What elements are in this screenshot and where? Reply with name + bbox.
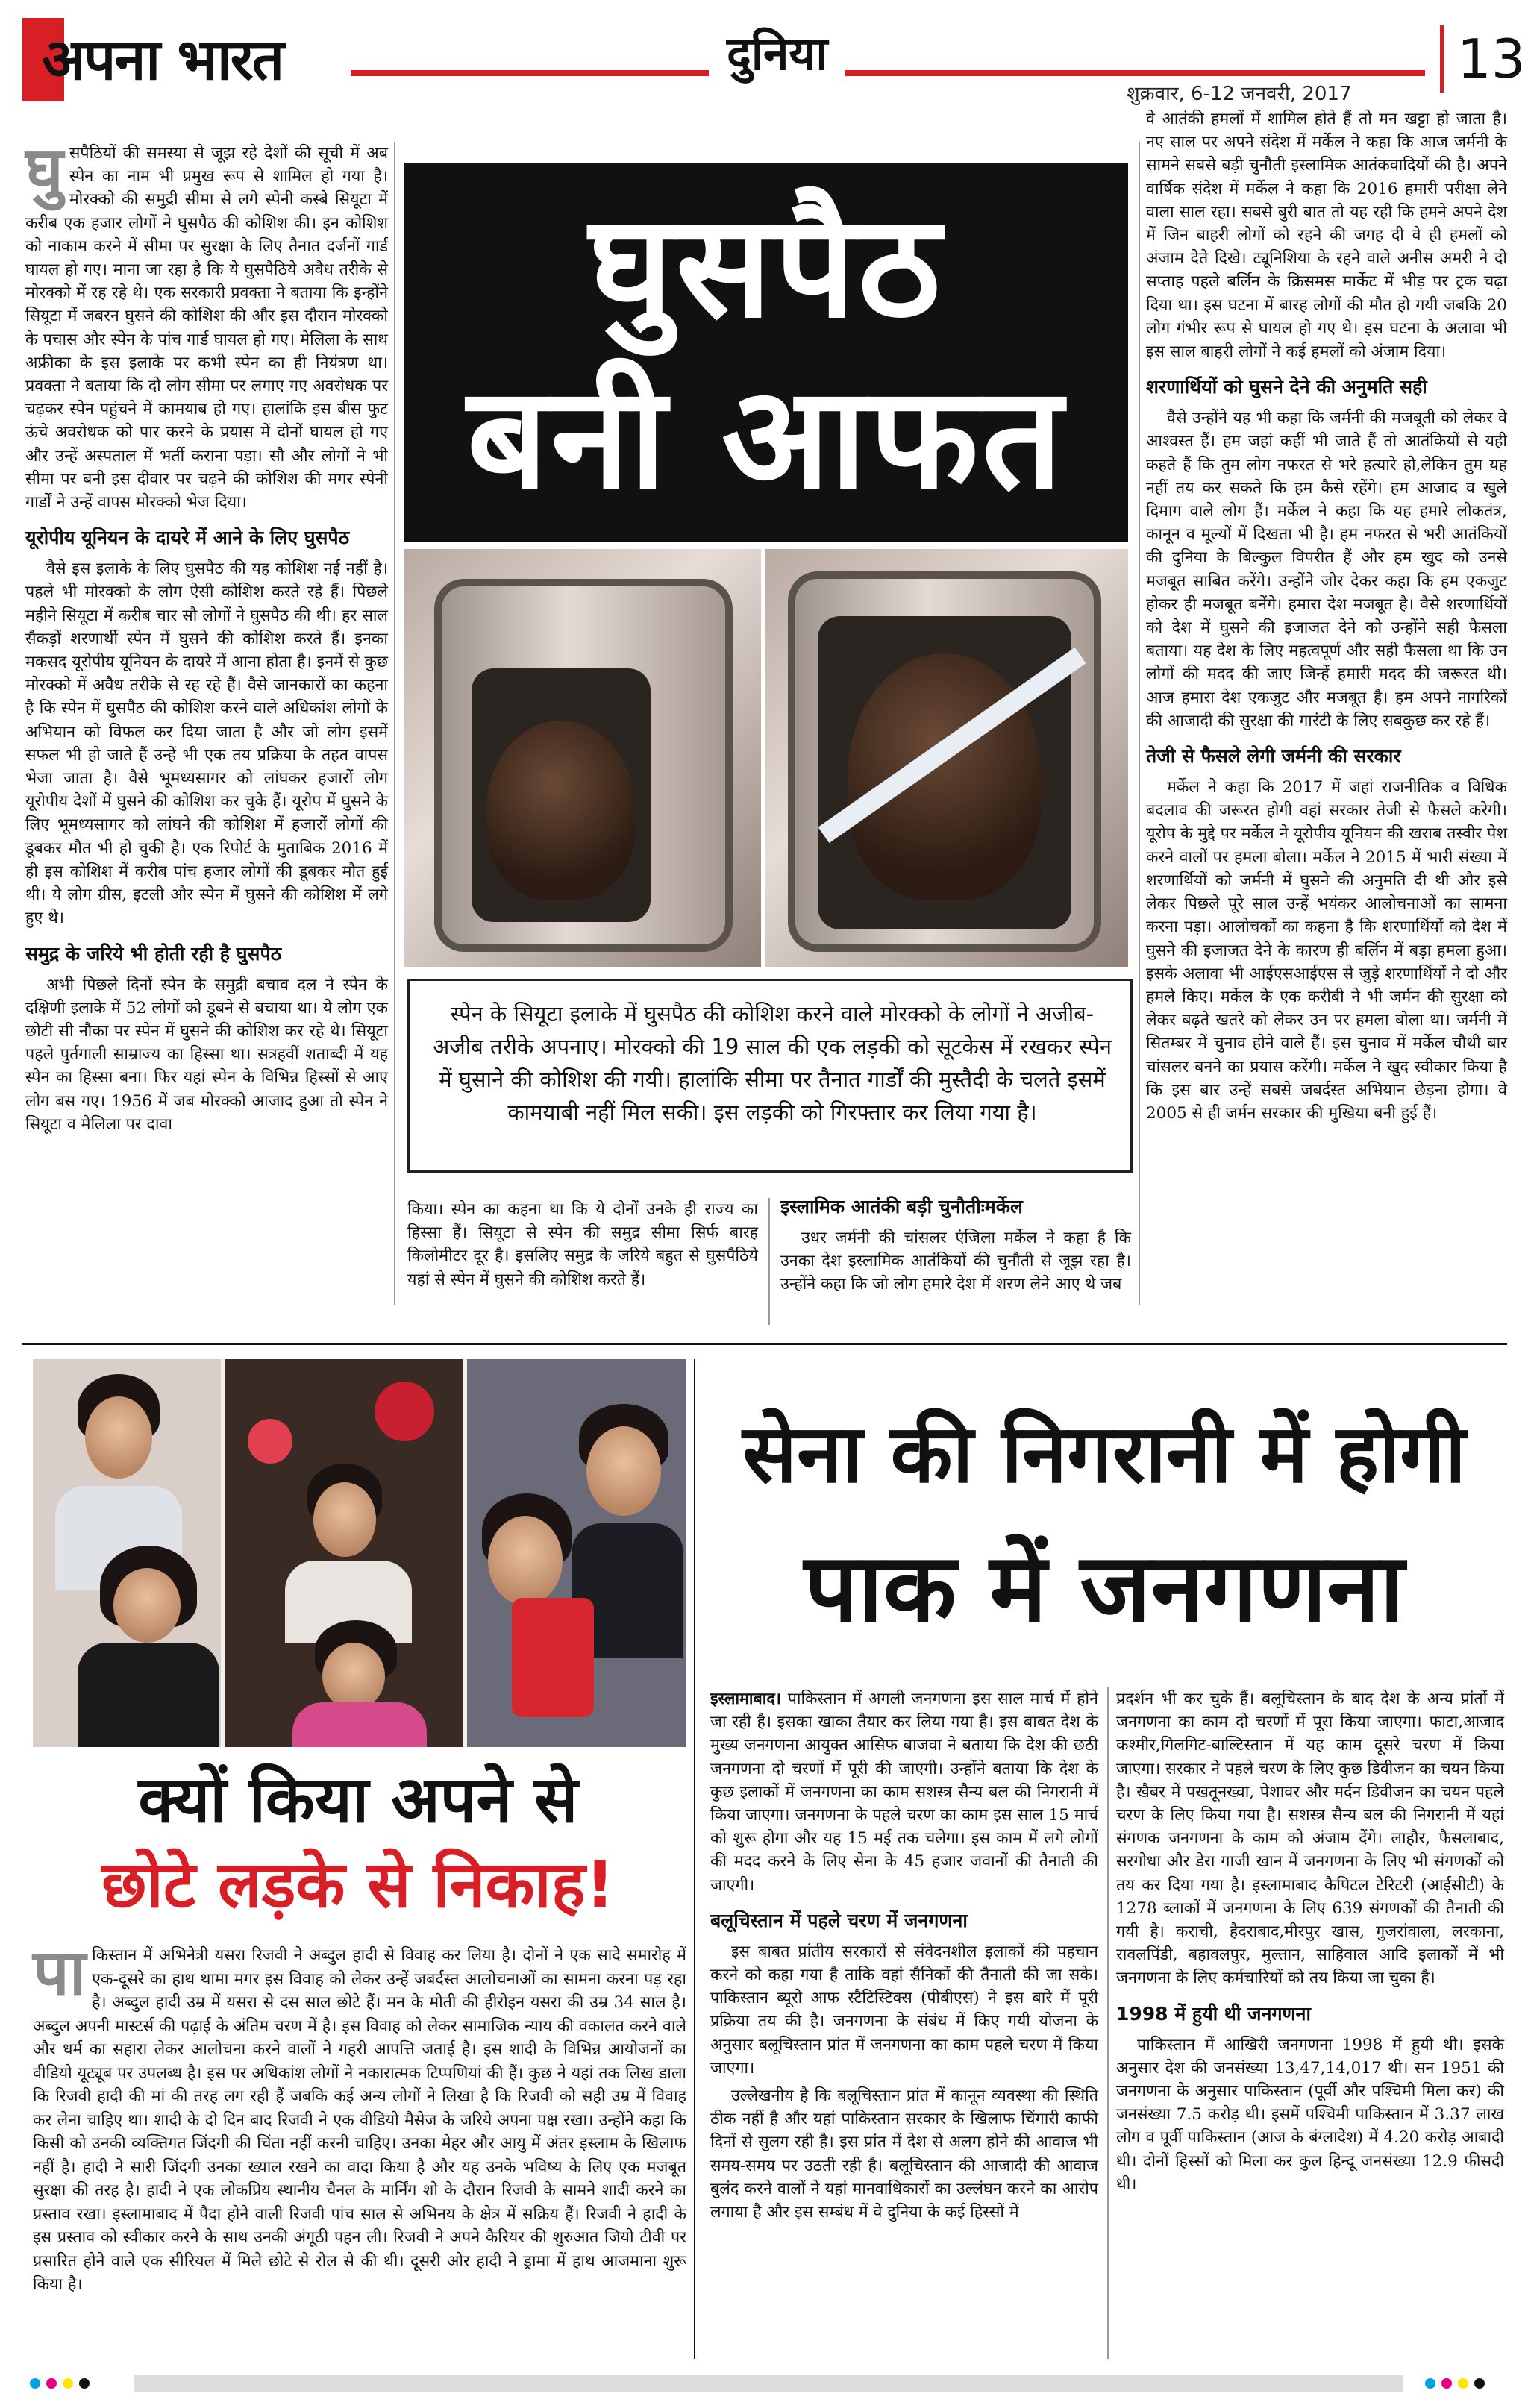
subheading: इस्लामिक आतंकी बड़ी चुनौतीःमर्केल — [780, 1196, 1023, 1217]
paragraph: उल्लेखनीय है कि बलूचिस्तान प्रांत में कानून व्यवस्था की स्थिति ठीक नहीं है और यहां पाकिस्तान सरकार के खिलाफ चिंगारी काफी दिनों से सुलग रही है। इस प्रांत में देश से अलग होने की आवाज भी समय-समय पर उठती रही है। बलूचिस्तान की आजादी की आवाज बुलंद करने वालों ने यहां मानवाधिकारों का उल्लंघन करने का आरोप लगाया है और इस सम्बंध में वे दुनिया के कई हिस्सों में — [710, 2086, 1098, 2222]
paragraph: अभी पिछले दिनों स्पेन के समुद्री बचाव दल ने स्पेन के दक्षिणी इलाके में 52 लोगों को डूबने से बचाया था। ये लोग एक छोटी सी नौका पर स्पेन में घुसने की कोशिश कर रहे थे। सियूटा पहले पुर्तगाली साम्राज्य का हिस्सा था। सत्रहवीं शताब्दी में यह स्पेन का हिस्सा बना। फिर यहां स्पेन के विभिन्न हिस्सों से आए लोग बस गए। 1956 में जब मोरक्को आजाद हुआ तो स्पेन ने सियूटा व मेलिला पर दावा — [25, 975, 388, 1134]
top-story-column-2 — [407, 1198, 758, 1325]
paragraph-text: पाकिस्तान में अगली जनगणना इस साल मार्च में होने जा रही है। इसका खाका तैयार कर लिया गया है। इस बाबत देश के मुख्य जनगणना आयुक्त आसिफ बाजवा ने बताया कि देश की छठी जनगणना दो चरणों में पूरी की जाएगी। उन्होंने बताया कि देश के कुछ इलाकों में जनगणना का काम सशस्त्र सैन्य बल की निगरानी में किया जाएगा। जनगणना के पहले चरण का काम इस साल 15 मार्च को शुरू होगा और यह 15 मई तक चलेगा। इस काम में लगे लोगों की मदद करने के लिए सेना के 45 हजार जवानों की तैनाती की जाएगी। — [710, 1690, 1098, 1895]
face — [488, 1516, 563, 1605]
paragraph: किया। स्पेन का कहना था कि ये दोनों उनके ही राज्य का हिस्सा हैं। सियूटा से स्पेन की समुद्र सीमा सिर्फ बारह किलोमीटर दूर है। इसलिए समुद्र के जरिये बहुत से घुसपैठिये यहां से स्पेन में घुसने की कोशिश करते हैं। — [407, 1200, 758, 1289]
face — [322, 1643, 385, 1710]
paragraph: वैसे इस इलाके के लिए घुसपैठ की यह कोशिश नई नहीं है। पहले भी मोरक्को के लोग ऐसी कोशिश करते रहे हैं। पिछले महीने सियूटा में करीब चार सौ लोगों ने घुसपैठ की थी। हर साल सैकड़ों शरणार्थी स्पेन में घुसने की कोशिश करते हैं। इनका मकसद यूरोपीय यूनियन के दायरे में आना होता है। इनमें से कुछ मोरक्को में अवैध तरीके से रह रहे हैं। वैसे जानकारों का कहना है कि स्पेन में घुसपैठ की कोशिश करने वाले अधिकांश लोगों के अभियान को विफल कर दिया जाता है और जो लोग इसमें सफल भी हो जाते हैं उन्हें भी एक तय प्रक्रिया के तहत वापस भेजा जाता है। वैसे भूमध्यसागर को लांघकर हजारों लोग यूरोपीय देशों में घुसने की कोशिश कर चुके हैं। यूरोप में घुसने के लिए भूमध्यसागर को लांघने की कोशिश में हजारों लोगों की डूबकर मौत भी हो चुकी है। एक रिपोर्ट के मुताबिक 2016 में ही इस कोशिश में करीब पांच हजार लोगों की डूबकर मौत हुई थी। ये लोग ग्रीस, इटली और स्पेन में घुसने की कोशिश में लगे हुए थे। — [25, 559, 388, 928]
top-story-column-3 — [780, 1194, 1131, 1328]
column-divider — [1139, 142, 1140, 1305]
registration-dot — [79, 2378, 90, 2389]
column-divider — [768, 1198, 770, 1325]
issue-date: शुक्रवार, 6-12 जनवरी, 2017 — [1127, 83, 1352, 105]
dress — [78, 1643, 219, 1747]
top-story-column-1 — [25, 134, 388, 1305]
subheading: समुद्र के जरिये भी होती रही है घुसपैठ — [25, 942, 282, 965]
section-title: दुनिया — [709, 24, 845, 84]
section-divider — [22, 1343, 1507, 1345]
subheading: 1998 में हुयी थी जनगणना — [1116, 2002, 1311, 2025]
dateline: इस्लामाबाद। — [710, 1690, 781, 1708]
couple-photo-2 — [225, 1359, 463, 1747]
masthead-rule — [351, 70, 1425, 76]
paragraph: वैसे उन्होंने यह भी कहा कि जर्मनी की मजबूती को लेकर वे आश्वस्त हैं। हम जहां कहीं भी जाते हैं तो आतंकियों से यही कहते हैं कि तुम लोग नफरत से भरे हत्यारे हो,लेकिन तुम यह नहीं तय कर सकते कि हम कैसे रहेंगे। हम आजाद व खुले दिमाग वाले लोग हैं। मर्केल ने कहा कि यह हमारे लोकतंत्र, कानून व मूल्यों में दिखता भी है। हम नफरत से भरी आतंकियों की दुनिया के बिल्कुल विपरीत हैं और हम खुद को उनसे मजबूत साबित करेंगे। उन्होंने जोर देकर कहा कि हम एकजुट होकर ही मजबूत बनेंगे। हमारा देश मजबूत है। वैसे शरणार्थियों को देश में घुसने की इजाजत देने को उन्होंने सही फैसला बताया। यह देश के लिए महत्वपूर्ण और सही फैसला था कि उन लोगों की मदद की जाए जिन्हें हमारी मदद की जरूरत थी। आज हमारा देश एकजुट और मजबूत है। हम अपने नागरिकों की आजादी की सुरक्षा की गारंटी के लिए सबकुछ कर रहे हैं। — [1146, 409, 1507, 730]
person-figure — [486, 721, 636, 900]
print-registration-strip — [0, 2372, 1528, 2395]
registration-dot — [1458, 2378, 1468, 2389]
dropcap: घु — [25, 134, 63, 208]
face — [85, 1396, 152, 1479]
photo-caption: स्पेन के सियूटा इलाके में घुसपैठ की कोशिश करने वाले मोरक्को के लोगों ने अजीब-अजीब तरीके अपनाए। मोरक्को की 19 साल की एक लड़की को सूटकेस में रखकर स्पेन में घुसाने की कोशिश की गयी। हालांकि सीमा पर तैनात गार्डों की मुस्तैदी के चलते इसमें कामयाबी नहीं मिल सकी। इस लड़की को गिरफ्तार कर लिया गया है। — [433, 1001, 1112, 1125]
registration-dot — [30, 2378, 40, 2389]
subheading: यूरोपीय यूनियन के दायरे में आने के लिए घुसपैठ — [25, 527, 350, 549]
suitcase-photo-1 — [404, 549, 761, 967]
page-number: 13 — [1440, 25, 1526, 93]
face — [586, 1426, 661, 1516]
dress — [292, 1702, 427, 1747]
lead-paragraph — [25, 134, 388, 514]
registration-dot — [1441, 2378, 1452, 2389]
face — [113, 1568, 181, 1643]
registration-dot — [46, 2378, 57, 2389]
subheading: शरणार्थियों को घुसने देने की अनुमति सही — [1146, 376, 1427, 398]
registration-dot — [63, 2378, 73, 2389]
registration-dot — [1474, 2378, 1485, 2389]
left-headline-line-1: क्यों किया अपने से — [138, 1763, 578, 1837]
left-headline-line-2: छोटे लड़के से निकाह! — [101, 1848, 615, 1922]
phone-icon — [512, 1598, 594, 1717]
top-headline-box — [404, 163, 1128, 542]
paragraph: इस बाबत प्रांतीय सरकारों से संवेदनशील इलाकों की पहचान करने को कहा गया है ताकि वहां सैनिकों की तैनाती की जा सके। पाकिस्तान ब्यूरो आफ स्टैटिस्टिक्स (पीबीएस) ने इस बारे में पूरी प्रक्रिया तय की है। जनगणना के संबंध में किए गयी योजना के अनुसार बलूचिस्तान प्रांत में जनगणना का काम पहले चरण में किया जाएगा। — [710, 1942, 1098, 2078]
couple-photo-collage — [33, 1359, 686, 1747]
brand-name: अपना भारत — [42, 26, 284, 93]
top-headline-line-2: बनी आफत — [466, 356, 1066, 521]
paragraph: मर्केल ने कहा कि 2017 में जहां राजनीतिक व विधिक बदलाव की जरूरत होगी वहां सरकार तेजी से फैसले करेगी। यूरोप के मुद्दे पर मर्केल ने यूरोपीय यूनियन की खराब तस्वीर पेश करने वालों पर हमला बोला। मर्केल ने 2015 में भारी संख्या में शरणार्थियों को जर्मनी में घुसने की अनुमति दी थी और इसे लेकर पिछले पूरे साल उन्हें भयंकर आलोचनाओं का सामना करना पड़ा। आलोचकों का कहना है कि शरणार्थियों को देश में घुसने की इजाजत देने के कारण ही बर्लिन में बड़ा हमला हुआ। इसके अलावा भी आईएसआईएस से जुड़े शरणार्थियों ने दो और हमले किए। मर्केल के एक करीबी ने भी जर्मन की सुरक्षा को लेकर बढ़ते खतरे को लेकर उन पर हमला बोला था। जर्मनी में सितम्बर में चुनाव होने वाले हैं। इस चुनाव में मर्केल चौथी बार चांसलर बनने का प्रयास करेंगी। मर्केल ने खुद स्वीकार किया है कि इस बार उन्हें सबसे जबर्दस्त अभियान छेड़ना होगा। वे 2005 से ही जर्मन सरकार की मुखिया बनी हुई हैं। — [1146, 778, 1507, 1123]
couple-photo-1 — [33, 1359, 221, 1747]
photo-caption-box — [407, 979, 1133, 1173]
paragraph-text: किस्तान में अभिनेत्री यसरा रिजवी ने अब्दुल हादी से विवाह कर लिया है। दोनों ने एक सादे समारोह में एक-दूसरे का हाथ थामा मगर इस विवाह को लेकर उन्हें जबर्दस्त आलोचनाओं का सामना करना पड़ रहा है। अब्दुल हादी उम्र में यसरा से दस साल छोटे हैं। मन के मोती की हीरोइन यसरा की उम्र 34 साल है। अब्दुल अपनी मास्टर्स की पढ़ाई के अंतिम चरण में है। इस विवाह को लेकर सामाजिक न्याय की वकालत करने वाले और धर्म का सहारा लेकर आलोचना करने वालों ने गहरी आपत्ति जताई है। इस शादी के विभिन्न आयोजनों का वीडियो यूट्यूब पर उपलब्ध है। इस पर अधिकांश लोगों ने नकारात्मक टिप्पणियां की हैं। कुछ ने यहां तक लिख डाला कि रिजवी हादी की मां की तरह लग रही हैं जबकि कई अन्य लोगों ने लिखा है कि रिजवी को सही उम्र में विवाह कर लेना चाहिए था। शादी के दो दिन बाद रिजवी ने एक वीडियो मैसेज के जरिये अपना पक्ष रखा। उन्होंने कहा कि किसी को उनकी व्यक्तिगत जिंदगी की चिंता नहीं करनी चाहिए। उनका मेहर और आयु में अंतर इस्लाम के खिलाफ नहीं है। हादी ने सारी जिंदगी उनका ख्याल रखने का वादा किया है और यह उनके भविष्य के लिए एक मजबूत सुरक्षा की तरह है। हादी ने एक लोकप्रिय स्थानीय चैनल के मार्निंग शो के दौरान रिजवी के सामने शादी करने का प्रस्ताव रखा। इस्लामाबाद में पैदा होने वाली रिजवी पांच साल से अभिनय के क्षेत्र में सक्रिय हैं। रिजवी ने हादी के इस प्रस्ताव को स्वीकार करने के साथ उनकी अंगूठी पहन ली। रिजवी ने अपने कैरियर की शुरुआत जियो टीवी पर प्रसारित होने वाले एक सीरियल में मिले छोटे से रोल से की थी। दूसरी ओर हादी ने ड्रामा में हाथ आजमाना शुरू किया है। — [33, 1946, 686, 2294]
balloon-icon — [375, 1382, 434, 1441]
couple-photo-3 — [467, 1359, 686, 1747]
right-headline-line-2: पाक में जनगणना — [804, 1533, 1405, 1644]
footer-bar — [134, 2375, 1403, 2392]
subheading: तेजी से फैसले लेगी जर्मनी की सरकार — [1146, 745, 1401, 768]
paragraph-text: सपैठियों की समस्या से जूझ रहे देशों की सूची में अब स्पेन का नाम भी प्रमुख रूप से शामिल हो गया है। मोरक्को की समुद्री सीमा से लगे स्पेनी कस्बे सियूटा में करीब एक हजार लोगों ने घुसपैठ की कोशिश की। इन कोशिश को नाकाम करने में सीमा पर सुरक्षा के लिए तैनात दर्जनों गार्ड घायल हो गए। माना जा रहा है कि ये घुसपैठिये अवैध तरीके से मोरक्को में रह रहे थे। एक सरकारी प्रवक्ता ने बताया कि इन्होंने सियूटा में जबरन घुसने की कोशिश की और इस दौरान मोरक्को के पचास और स्पेन के पांच गार्ड घायल हो गए। मेलिला के साथ अफ्रीका के इस इलाके पर कभी स्पेन का ही नियंत्रण था। प्रवक्ता ने बताया कि दो लोग सीमा पर लगाए गए अवरोधक पर चढ़कर स्पेन पहुंचने में कामयाब हो गए। हालांकि इस बीस फुट ऊंचे अवरोधक को पार करने के प्रयास में दोनों घायल हो गए और उन्हें अस्पताल में भर्ती कराना पड़ा। सौ और लोगों ने भी सीमा पर बनी इस दीवार पर चढ़ने की कोशिश की मगर स्पेनी गार्डों ने उन्हें वापस मोरक्को भेज दिया। — [25, 144, 388, 512]
left-story-body — [33, 1936, 686, 2362]
top-story-column-4 — [1146, 107, 1507, 1331]
masthead — [22, 18, 1526, 115]
column-divider — [394, 142, 395, 1305]
brand-logo — [22, 18, 351, 101]
right-story-column-2 — [1116, 1687, 1504, 2359]
column-divider — [694, 1359, 695, 2359]
column-divider — [1107, 1687, 1109, 2359]
paragraph: वे आतंकी हमलों में शामिल होते हैं तो मन खट्टा हो जाता है। नए साल पर अपने संदेश में मर्केल ने कहा कि आज जर्मनी के सामने सबसे बड़ी चुनौती इस्लामिक आतंकवादियों की है। अपने वार्षिक संदेश में मर्केल ने कहा कि 2016 हमारी परीक्षा लेने वाला साल रहा। सबसे बुरी बात तो यह रही कि हमने अपने देश में जिन बाहरी लोगों को रहने की जगह दी वे ही हमलों को अंजाम देते दिखे। ट्यूनिशिया के रहने वाले अनीस अमरी ने दो सप्ताह पहले बर्लिन के क्रिसमस मार्केट में भीड़ पर ट्रक चढ़ा दिया था। इस घटना में बारह लोगों की मौत हो गयी जबकि 20 लोग गंभीर रूप से घायल हो गए थे। इस घटना के अलावा भी इस साल बाहरी लोगों ने कई हमलों को अंजाम दिया। — [1146, 110, 1507, 362]
paragraph: उधर जर्मनी की चांसलर एंजिला मर्केल ने कहा है कि उनका देश इस्लामिक आतंकियों की चुनौती से जूझ रहा है। उन्होंने कहा कि जो लोग हमारे देश में शरण लेने आए थे जब — [780, 1229, 1131, 1294]
balloon-icon — [248, 1419, 292, 1464]
registration-dot — [1425, 2378, 1435, 2389]
right-story-column-1 — [710, 1687, 1098, 2359]
paragraph: पाकिस्तान में आखिरी जनगणना 1998 में हुयी थी। इसके अनुसार देश की जनसंख्या 13,47,14,017 थी। सन 1951 की जनगणना के अनुसार पाकिस्तान (पूर्वी और पश्चिमी मिला कर) की जनसंख्या 7.5 करोड़ थी। इसमें पश्चिमी पाकिस्तान में 3.37 लाख लोग व पूर्वी पाकिस्तान (आज के बंग्लादेश) में 4.20 करोड़ आबादी थी। दोनों हिस्सों को मिला कर कुल हिन्दू जनसंख्या 12.9 फीसदी थी। — [1116, 2035, 1504, 2194]
subheading: बलूचिस्तान में पहले चरण में जनगणना — [710, 1909, 968, 1931]
dropcap: पा — [33, 1936, 87, 2010]
face — [313, 1482, 376, 1557]
top-headline-line-1: घुसपैठ — [589, 184, 944, 349]
suitcase-photo-2 — [765, 549, 1128, 967]
paragraph: प्रदर्शन भी कर चुके हैं। बलूचिस्तान के बाद देश के अन्य प्रांतों में जनगणना का काम दो चरणों में पूरा किया जाएगा। फाटा,आजाद कश्मीर,गिलगिट-बाल्टिस्तान में यह काम दूसरे चरण में किया जाएगा। सरकार ने पहले चरण के लिए कुछ डिवीजन का चयन किया है। खैबर में पखतूनख्वा, पेशावर और मर्दन डिवीजन का चयन पहले चरण के लिए किया गया है। सशस्त्र सैन्य बल की निगरानी में यहां संगणक जनगणना के काम को अंजाम देंगे। लाहौर, फैसलाबाद, सरगोधा और डेरा गाजी खान में जनगणना के लिए भी संगणकों को तय कर दिया गया है। इस्लामाबाद कैपिटल टेरिटरी (आईसीटी) के 1278 ब्लाकों में जनगणना के लिए 639 संगणकों की तैनाती की गयी है। कराची, हैदराबाद,मीरपुर खास, गुजरांवाला, लरकाना, रावलपिंडी, बहावलपुर, मुल्तान, साहिवाल आदि इलाकों में भी जनगणना के लिए कर्मचारियों को तय किया जा चुका है। — [1116, 1690, 1504, 1988]
paragraph — [33, 1936, 686, 2297]
paragraph — [710, 1687, 1098, 1897]
right-headline-line-1: सेना की निगरानी में होगी — [742, 1408, 1466, 1501]
